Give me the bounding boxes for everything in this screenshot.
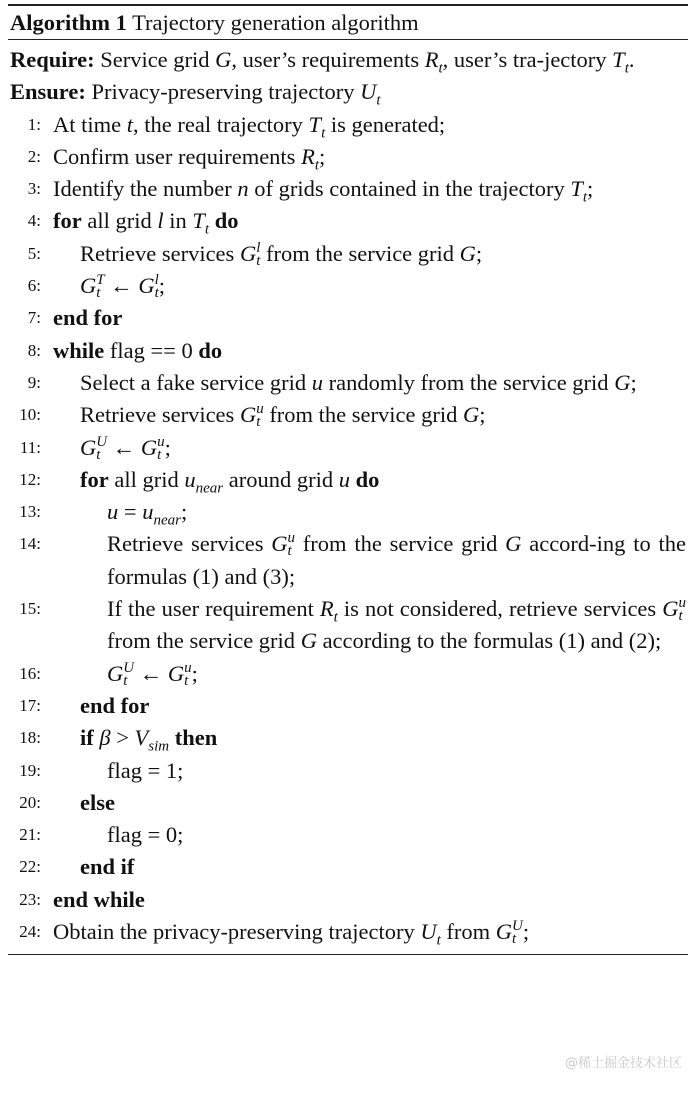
sym: u bbox=[311, 369, 324, 395]
step-line bbox=[8, 819, 688, 851]
step-line: 24: Obtain the privacy-preserving trajectory $U_t$ from G U t ; bbox=[8, 916, 688, 948]
sym: T bbox=[570, 176, 583, 202]
text: Select a fake service grid bbox=[80, 369, 312, 395]
sym: U bbox=[96, 433, 108, 450]
keyword: end if bbox=[80, 854, 135, 880]
keyword: do bbox=[198, 337, 223, 363]
step-line bbox=[8, 755, 688, 787]
step-line: 2: Confirm user requirements $R_t$; bbox=[8, 141, 688, 173]
algorithm-label: Algorithm 1 bbox=[10, 10, 127, 35]
text: flag = 1; bbox=[107, 757, 184, 783]
step-line: 10: Retrieve services G u t from the service grid G; bbox=[8, 399, 688, 431]
ensure-label: Ensure: bbox=[10, 79, 86, 105]
algorithm-block bbox=[8, 4, 688, 955]
sym: u bbox=[184, 659, 192, 676]
line-number: 13: bbox=[19, 502, 41, 522]
line-number: 18: bbox=[19, 728, 41, 748]
sym: u bbox=[678, 595, 686, 612]
sym: G bbox=[505, 531, 522, 557]
text: Identify the number bbox=[53, 176, 238, 202]
sym: G bbox=[463, 402, 480, 428]
sym: t bbox=[436, 932, 441, 949]
step-line bbox=[8, 464, 688, 496]
sym: t bbox=[154, 285, 159, 302]
step-line bbox=[8, 335, 688, 367]
line-number: 10: bbox=[19, 405, 41, 425]
line-number: 7: bbox=[27, 308, 41, 328]
text: At time bbox=[53, 111, 127, 137]
sym: u bbox=[107, 499, 119, 525]
keyword: end for bbox=[53, 305, 123, 331]
keyword: do bbox=[214, 208, 239, 234]
sym: G bbox=[239, 240, 257, 266]
line-number: 22: bbox=[19, 857, 41, 877]
step-line: 11: G U t ← G u t ; bbox=[8, 432, 688, 464]
sym: ← bbox=[110, 273, 133, 299]
sym: G bbox=[614, 369, 631, 395]
sym: G bbox=[215, 47, 232, 72]
text: is not considered, retrieve services bbox=[337, 596, 663, 622]
text: in bbox=[163, 208, 193, 234]
step-line bbox=[8, 109, 688, 141]
line-number: 12: bbox=[19, 469, 41, 489]
sym: t bbox=[287, 543, 292, 560]
sym: T bbox=[612, 47, 625, 72]
step-line bbox=[8, 205, 688, 237]
keyword: for bbox=[80, 466, 109, 492]
sym: G bbox=[271, 531, 288, 557]
text: If the user requirement bbox=[107, 596, 320, 622]
line-number: 15: bbox=[19, 599, 41, 619]
sym: T bbox=[308, 111, 322, 137]
sym: T bbox=[96, 272, 105, 289]
sym: t bbox=[256, 252, 261, 269]
line-number: 11: bbox=[19, 437, 41, 457]
step-line: 16: G U t ← G u t ; bbox=[8, 658, 688, 690]
text: Service grid bbox=[100, 47, 216, 72]
bottom-rule bbox=[8, 954, 688, 955]
text: from bbox=[440, 919, 496, 945]
line-number: 23: bbox=[19, 889, 41, 909]
sym: G bbox=[300, 628, 317, 654]
step-line bbox=[8, 302, 688, 334]
sym: G bbox=[495, 919, 513, 945]
line-number: 3: bbox=[27, 179, 41, 199]
sym: ← bbox=[112, 434, 136, 460]
sym: t bbox=[582, 189, 588, 206]
sym: t bbox=[376, 92, 381, 109]
sym: U bbox=[420, 919, 437, 945]
sym: = bbox=[123, 499, 137, 525]
keyword: while bbox=[53, 337, 105, 363]
require-label: Require: bbox=[10, 47, 95, 72]
text: from the service grid bbox=[107, 628, 301, 654]
sym: G bbox=[459, 240, 476, 266]
text: Confirm user requirements bbox=[53, 143, 302, 169]
sym: R bbox=[424, 47, 439, 72]
line-number: 2: bbox=[27, 146, 41, 166]
sym: U bbox=[123, 659, 135, 676]
text: from the service grid bbox=[260, 240, 460, 266]
text: Obtain the privacy-preserving trajectory bbox=[53, 919, 421, 945]
sym: u bbox=[142, 499, 154, 525]
sym: t bbox=[123, 672, 128, 689]
line-number: 24: bbox=[19, 922, 41, 942]
text: flag = 0; bbox=[107, 822, 184, 848]
step-line bbox=[8, 787, 688, 819]
sym: R bbox=[319, 596, 334, 622]
step-line: 6: G T t ← G l t ; bbox=[8, 270, 688, 302]
sym: t bbox=[438, 60, 443, 77]
keyword: do bbox=[355, 466, 380, 492]
sym: G bbox=[239, 402, 257, 428]
algorithm-title-text: Trajectory generation algorithm bbox=[132, 10, 419, 35]
sym: n bbox=[237, 176, 249, 202]
sym: R bbox=[301, 143, 315, 169]
step-line bbox=[8, 884, 688, 916]
step-line: 9: Select a fake service grid u randomly from the service grid G; bbox=[8, 367, 688, 399]
sym: G bbox=[107, 660, 124, 686]
sym: G bbox=[167, 660, 185, 686]
text: , the real trajectory bbox=[133, 111, 309, 137]
sym: l bbox=[154, 272, 159, 289]
sym: V bbox=[134, 725, 149, 751]
watermark: @稀土掘金技术社区 bbox=[564, 1056, 682, 1071]
line-number: 4: bbox=[27, 211, 41, 231]
sym: t bbox=[256, 414, 261, 431]
sym: G bbox=[80, 273, 97, 299]
text: all grid bbox=[108, 466, 185, 492]
keyword: end for bbox=[80, 692, 150, 718]
step-line bbox=[8, 690, 688, 722]
line-number: 8: bbox=[27, 340, 41, 360]
sym: ← bbox=[139, 660, 163, 686]
text: around grid bbox=[223, 466, 339, 492]
sym: near bbox=[153, 512, 181, 529]
text: flag == 0 bbox=[104, 337, 199, 363]
sym: t bbox=[624, 60, 629, 77]
sym: near bbox=[195, 480, 224, 497]
sym: l bbox=[157, 208, 164, 234]
line-number: 17: bbox=[19, 695, 41, 715]
sym: t bbox=[512, 931, 517, 948]
sym: G bbox=[662, 596, 679, 622]
sym: t bbox=[321, 125, 326, 142]
keyword: then bbox=[174, 725, 218, 751]
text: , user’s requirements bbox=[231, 47, 425, 72]
step-line bbox=[8, 528, 688, 593]
sym: > bbox=[116, 725, 129, 751]
sym: u bbox=[287, 530, 296, 547]
text: of grids contained in the trajectory bbox=[248, 176, 571, 202]
text: Privacy-preserving trajectory bbox=[91, 79, 361, 105]
sym: t bbox=[678, 608, 683, 625]
text: randomly from the service grid bbox=[323, 369, 615, 395]
text: accord-ing to the formulas (1) and (3); bbox=[107, 531, 686, 589]
sym: t bbox=[314, 157, 319, 174]
line-number: 16: bbox=[19, 663, 41, 683]
sym: G bbox=[140, 434, 158, 460]
text: Retrieve services bbox=[80, 240, 240, 266]
sym: β bbox=[99, 725, 111, 751]
sym: sim bbox=[148, 738, 170, 755]
sym: t bbox=[126, 111, 134, 137]
sym: l bbox=[256, 239, 261, 256]
sym: u bbox=[338, 466, 350, 492]
step-line: 5: Retrieve services G l t from the service grid G; bbox=[8, 238, 688, 270]
keyword: end while bbox=[53, 886, 145, 912]
step-line bbox=[8, 722, 688, 754]
text: Retrieve services bbox=[107, 531, 272, 557]
line-number: 6: bbox=[27, 276, 41, 296]
text: all grid bbox=[81, 208, 158, 234]
step-line bbox=[8, 593, 688, 658]
sym: t bbox=[184, 672, 189, 689]
sym: t bbox=[96, 446, 101, 463]
text: from the service grid bbox=[263, 402, 463, 428]
step-line: 13: $u = u_{near}$; bbox=[8, 496, 688, 528]
line-number: 20: bbox=[19, 792, 41, 812]
require-line: Require: Service grid G, user’s requirements $R_t$, user’s tra-jectory $T_t$. bbox=[10, 47, 635, 77]
algorithm-title bbox=[8, 6, 688, 39]
sym: t bbox=[333, 609, 338, 626]
text: from the service grid bbox=[295, 531, 506, 557]
line-number: 19: bbox=[19, 760, 41, 780]
keyword: else bbox=[80, 789, 115, 815]
text: is generated; bbox=[325, 111, 446, 137]
line-number: 1: bbox=[27, 114, 41, 134]
sym: t bbox=[96, 285, 101, 302]
title-rule bbox=[8, 39, 688, 40]
keyword: if bbox=[80, 725, 94, 751]
sym: U bbox=[512, 918, 523, 935]
sym: U bbox=[360, 79, 377, 105]
line-number: 5: bbox=[27, 243, 41, 263]
sym: G bbox=[138, 273, 155, 299]
sym: T bbox=[192, 208, 205, 234]
sym: t bbox=[204, 221, 210, 238]
text: according to the formulas (1) and (2); bbox=[316, 628, 662, 654]
text: , user’s tra-jectory bbox=[442, 47, 613, 72]
step-line: 3: Identify the number n of grids contained in the trajectory $T_t$; bbox=[8, 173, 688, 205]
line-number: 9: bbox=[27, 372, 41, 392]
sym: u bbox=[157, 433, 165, 450]
ensure-line bbox=[8, 76, 688, 108]
keyword: for bbox=[53, 208, 82, 234]
sym: u bbox=[184, 466, 196, 492]
line-number: 14: bbox=[19, 534, 41, 554]
line-number: 21: bbox=[19, 825, 41, 845]
sym: G bbox=[80, 434, 97, 460]
sym: u bbox=[256, 401, 264, 418]
sym: t bbox=[157, 446, 162, 463]
step-line bbox=[8, 851, 688, 883]
text: Retrieve services bbox=[80, 402, 240, 428]
